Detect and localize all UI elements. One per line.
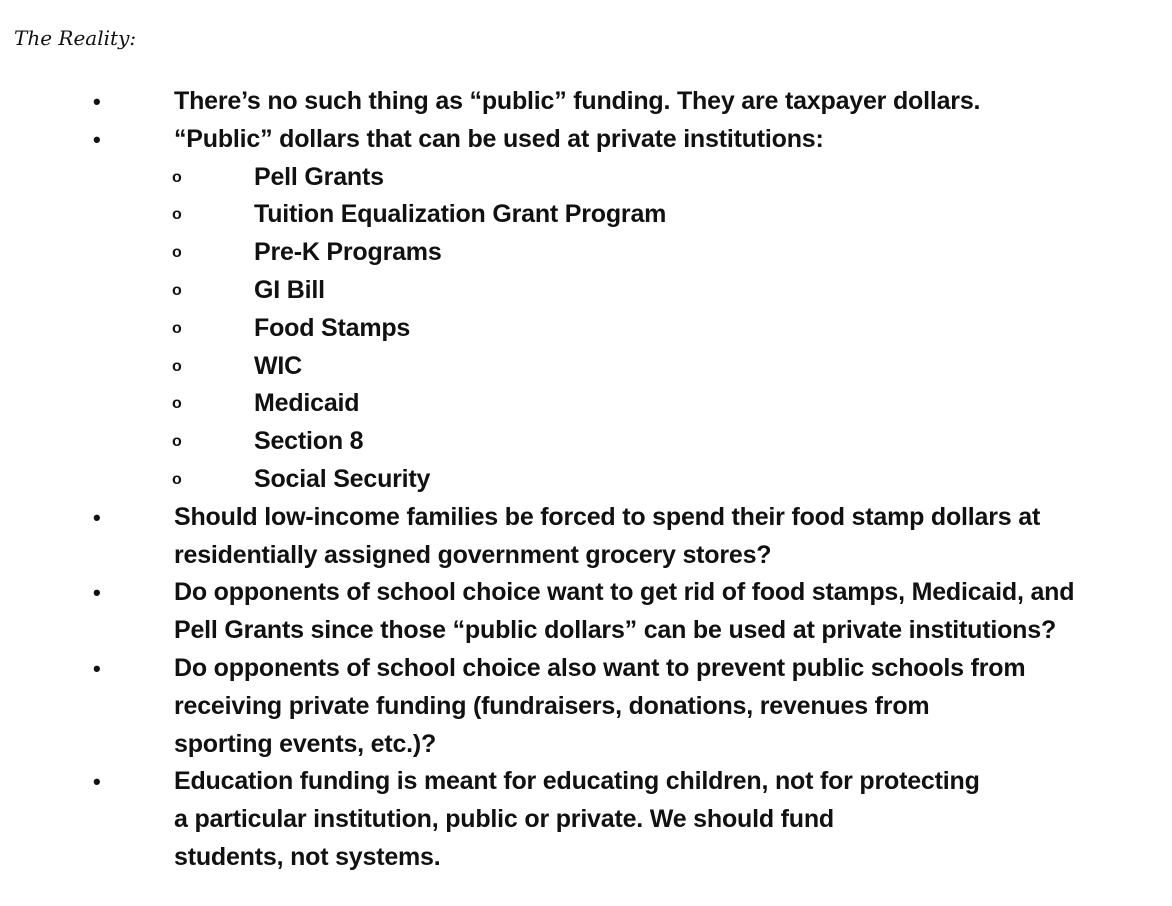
sub-list-item-text: Social Security [254, 464, 431, 493]
sub-list-item-text: Medicaid [254, 389, 360, 418]
bullet-icon: • [93, 769, 101, 795]
text-line: residentially assigned government grocery stores? [174, 540, 772, 569]
sub-list-item-text: Pre-K Programs [254, 238, 442, 267]
text-line: sporting events, etc.)? [174, 729, 437, 758]
list-item [0, 763, 1172, 876]
list-item [0, 499, 1172, 575]
text-line: Pell Grants since those “public dollars” can be used at private institutions? [174, 616, 1057, 645]
sub-list-item [0, 310, 1172, 348]
sub-list-item [0, 385, 1172, 423]
sub-list-item-text: GI Bill [254, 275, 325, 304]
bullet-icon: • [93, 504, 101, 530]
hollow-bullet-icon: o [172, 470, 182, 488]
text-line: “Public” dollars that can be used at private institutions: [174, 124, 824, 153]
sub-list-item [0, 272, 1172, 310]
hollow-bullet-icon: o [172, 319, 182, 337]
bullet-list [0, 83, 1172, 877]
list-item-text [174, 83, 1172, 121]
hollow-bullet-icon: o [172, 357, 182, 375]
sub-list-item-text: Food Stamps [254, 313, 411, 342]
list-item [0, 121, 1172, 159]
sub-list-item [0, 234, 1172, 272]
list-item [0, 650, 1172, 763]
hollow-bullet-icon: o [172, 244, 182, 262]
list-item-text [174, 763, 1172, 876]
bullet-icon: • [93, 580, 101, 606]
section-heading: The Reality: [14, 26, 137, 50]
list-item-text [174, 574, 1172, 650]
list-item-text [174, 650, 1172, 763]
text-line: Should low-income families be forced to spend their food stamp dollars at [174, 502, 1041, 531]
sub-list-item [0, 423, 1172, 461]
list-item [0, 574, 1172, 650]
hollow-bullet-icon: o [172, 206, 182, 224]
sub-list-item [0, 196, 1172, 234]
sub-list-item-text: Tuition Equalization Grant Program [254, 200, 667, 229]
text-line: Education funding is meant for educating children, not for protecting [174, 767, 980, 796]
sub-list-item-text: Section 8 [254, 427, 364, 456]
text-line: receiving private funding (fundraisers, donations, revenues from [174, 691, 930, 720]
list-item-text [174, 499, 1172, 575]
hollow-bullet-icon: o [172, 395, 182, 413]
sub-list-item-text: WIC [254, 351, 302, 380]
text-line: a particular institution, public or private. We should fund [174, 805, 835, 834]
hollow-bullet-icon: o [172, 433, 182, 451]
bullet-icon: • [93, 126, 101, 152]
hollow-bullet-icon: o [172, 281, 182, 299]
bullet-icon: • [93, 655, 101, 681]
sub-list-item-text: Pell Grants [254, 162, 384, 191]
sub-list-item [0, 461, 1172, 499]
sub-list-item [0, 348, 1172, 386]
text-line: Do opponents of school choice want to get rid of food stamps, Medicaid, and [174, 578, 1075, 607]
text-line: Do opponents of school choice also want to prevent public schools from [174, 653, 1026, 682]
text-line: students, not systems. [174, 842, 441, 871]
list-item [0, 83, 1172, 121]
list-item-text [174, 121, 1172, 159]
text-line: There’s no such thing as “public” funding. They are taxpayer dollars. [174, 87, 981, 115]
hollow-bullet-icon: o [172, 168, 182, 186]
sub-list-item [0, 159, 1172, 197]
bullet-icon: • [93, 89, 101, 114]
